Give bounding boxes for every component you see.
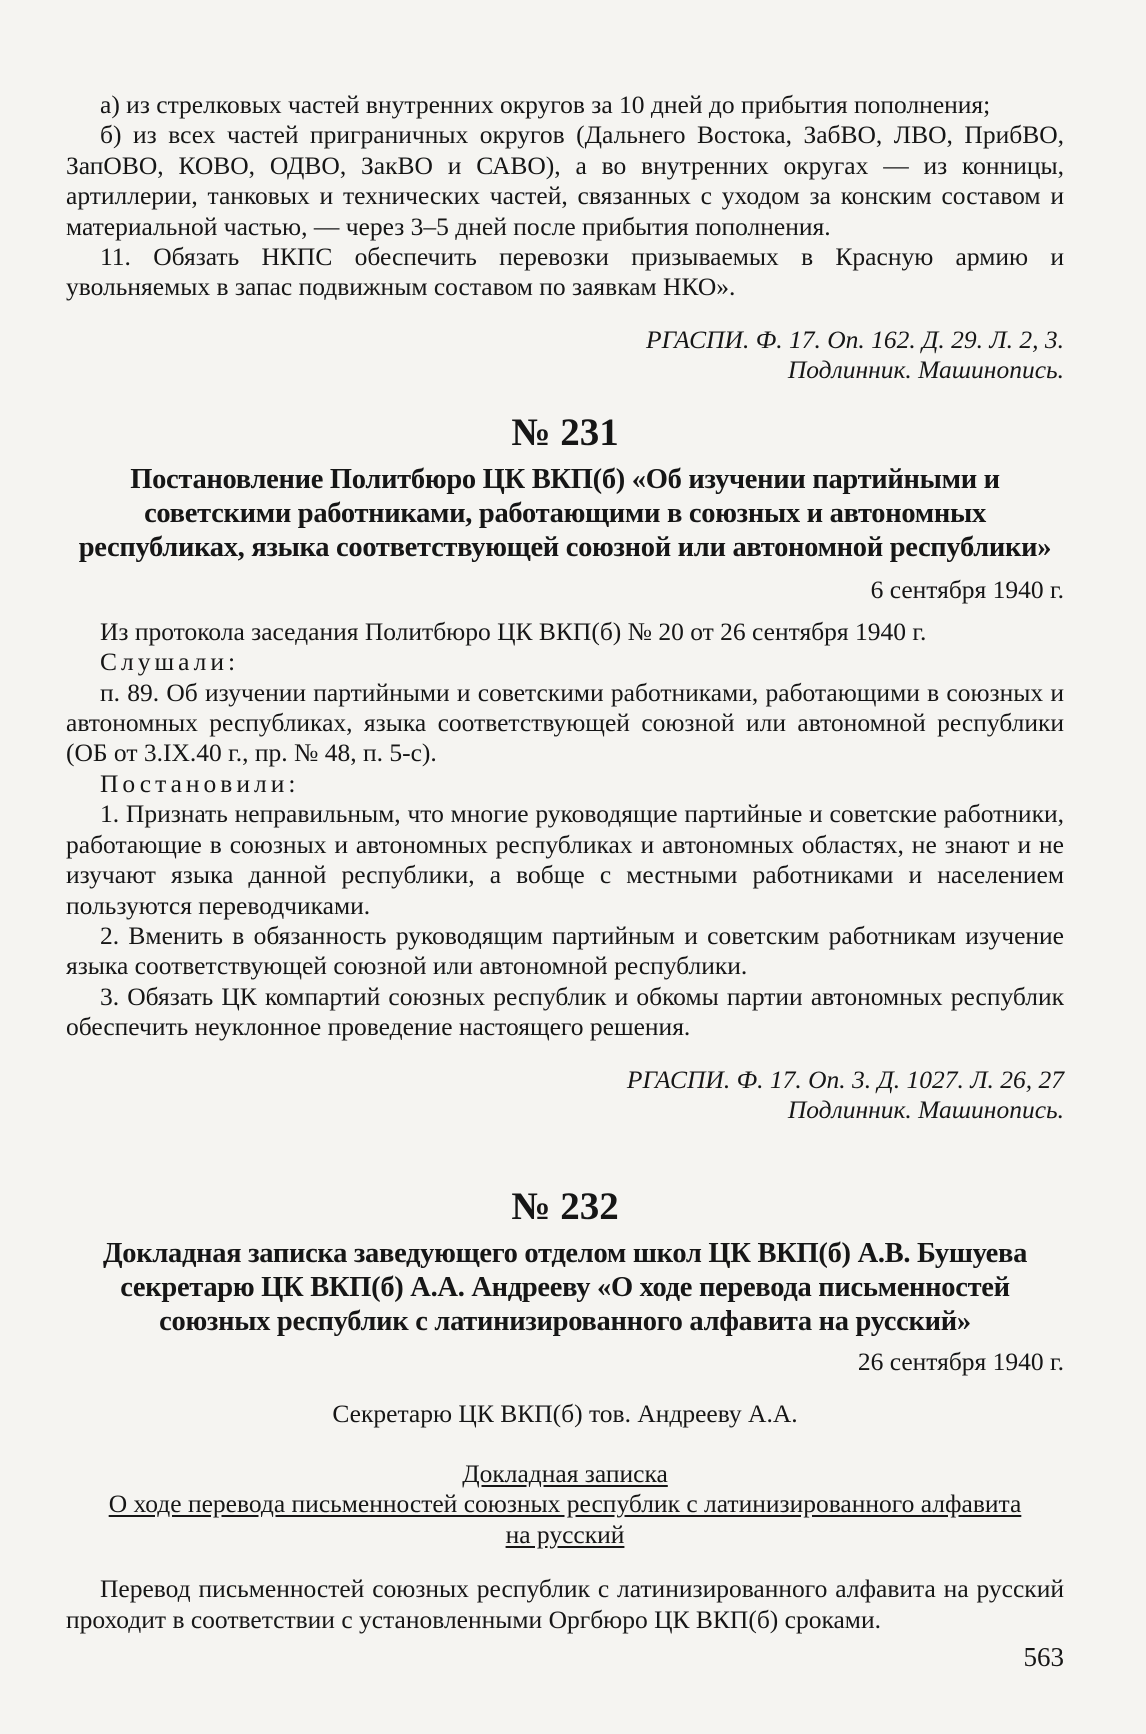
document-title: Постановление Политбюро ЦК ВКП(б) «Об изучении партийными и советскими работниками, работающими в союзных и автономных республиках, языка соответствующей союзной или автономной республики» <box>78 463 1052 563</box>
paragraph-b: б) из всех частей приграничных округов (Дальнего Востока, ЗабВО, ЛВО, ПрибВО, ЗапОВО, КОВО, ОДВО, ЗакВО и САВО), а во внутренних округах — из конницы, артиллерии, танковых и технических частей, связанных с уходом за конским составом и материальной частью, — через 3–5 дней после прибытия пополнения. <box>66 120 1064 241</box>
heard-label: Слушали: <box>100 647 240 677</box>
protocol-line: Из протокола заседания Политбюро ЦК ВКП(б) № 20 от 26 сентября 1940 г. <box>100 616 927 646</box>
addressee: Секретарю ЦК ВКП(б) тов. Андрееву А.А. <box>332 1398 798 1428</box>
paragraph-11: 11. Обязать НКПС обеспечить перевозки призываемых в Красную армию и увольняемых в запас подвижным составом по заявкам НКО». <box>66 242 1064 302</box>
decision-item-3: 3. Обязать ЦК компартий союзных республик и обкомы партии автономных республик обеспечить неуклонное проведение настоящего решения. <box>66 981 1064 1042</box>
decided-label: Постановили: <box>100 768 300 798</box>
original-note: Подлинник. Машинопись. <box>787 1094 1064 1124</box>
document-title: Докладная записка заведующего отделом школ ЦК ВКП(б) А.В. Бушуева секретарю ЦК ВКП(б) А.А. Андрееву «О ходе перевода письменностей союзных республик с латинизированного алфавита на русский» <box>102 1237 1028 1337</box>
original-note: Подлинник. Машинопись. <box>787 354 1064 384</box>
document-number: № 231 <box>511 410 619 454</box>
document-number: № 232 <box>511 1184 619 1228</box>
previous-document-tail <box>66 90 1064 385</box>
decision-item-1: 1. Признать неправильным, что многие руководящие партийные и советские работники, работающие в союзных и автономных республиках и автономных областях, не знают и не изучают языка данной республики, а вобще с местными работниками и населением пользуются переводчиками. <box>66 799 1064 920</box>
paragraph-a: а) из стрелковых частей внутренних округов за 10 дней до прибытия пополнения; <box>100 90 991 119</box>
archive-reference: РГАСПИ. Ф. 17. Оп. 162. Д. 29. Л. 2, 3. <box>646 324 1064 354</box>
decision-item-2: 2. Вменить в обязанность руководящим партийным и советским работникам изучение языка соответствующей союзной или автономной республики. <box>66 920 1064 981</box>
memo-body: Перевод письменностей союзных республик с латинизированного алфавита на русский проходит в соответствии с установленными Оргбюро ЦК ВКП(б) сроками. <box>66 1574 1064 1634</box>
page-number: 563 <box>1023 1642 1064 1672</box>
memo-subject: О ходе перевода письменностей союзных республик с латинизированного алфавита на русский <box>108 1489 1022 1549</box>
document-232 <box>66 1185 1064 1635</box>
document-date: 26 сентября 1940 г. <box>857 1346 1064 1376</box>
document-date: 6 сентября 1940 г. <box>870 574 1064 604</box>
archive-reference: РГАСПИ. Ф. 17. Оп. 3. Д. 1027. Л. 26, 27 <box>626 1064 1064 1094</box>
document-231 <box>66 411 1064 1125</box>
heard-text: п. 89. Об изучении партийными и советскими работниками, работающими в союзных и автономных республиках, языка соответствующей союзной или автономной республики (ОБ от 3.IX.40 г., пр. № 48, п. 5-с). <box>66 677 1064 768</box>
memo-label: Докладная записка <box>462 1458 668 1488</box>
